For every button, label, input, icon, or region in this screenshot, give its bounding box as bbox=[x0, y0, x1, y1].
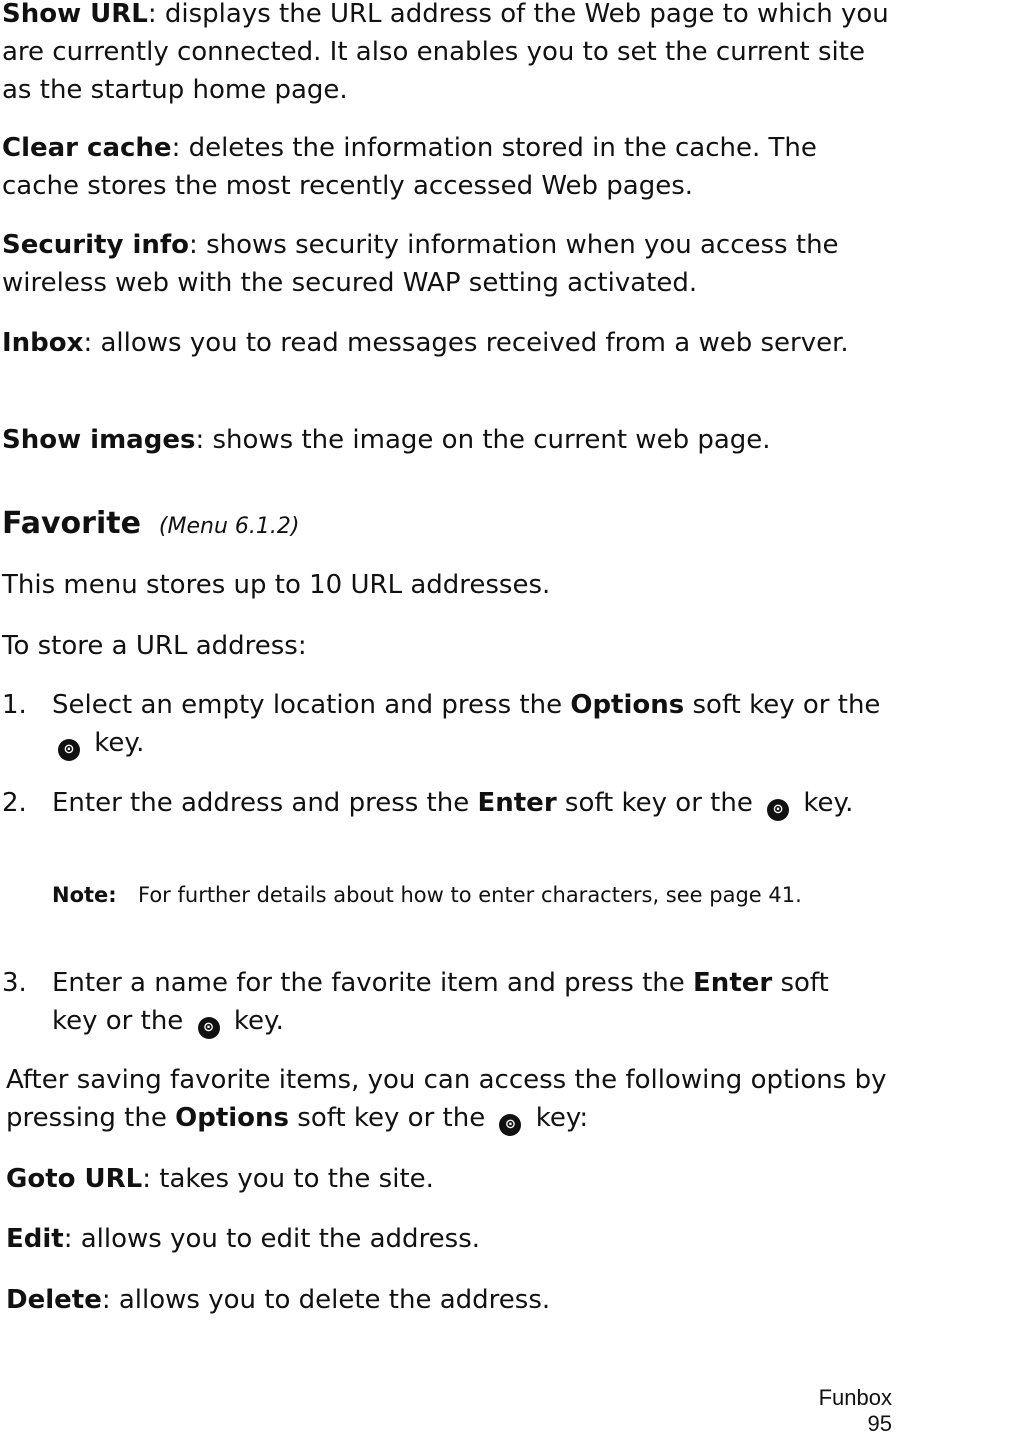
entry-goto-url bbox=[6, 1160, 896, 1198]
entry-clear-cache bbox=[2, 129, 892, 205]
section-menu-ref: (Menu 6.1.2) bbox=[158, 514, 300, 539]
step-text: Enter a name for the favorite item and press the bbox=[52, 968, 694, 998]
step-text: key. bbox=[795, 788, 854, 818]
navigation-ok-key-icon: ⊙ bbox=[767, 799, 789, 821]
step-text: soft key or the bbox=[556, 788, 762, 818]
entry-text: : displays the URL address of the Web page to which you are currently connected. It also enables you to set the current site as the startup home page. bbox=[2, 0, 889, 105]
entry-delete bbox=[6, 1281, 896, 1319]
step-text: key. bbox=[86, 728, 145, 758]
entry-text: : shows the image on the current web page. bbox=[195, 425, 771, 455]
entry-text: : allows you to edit the address. bbox=[63, 1224, 481, 1254]
step-1 bbox=[2, 686, 882, 762]
note-block bbox=[52, 880, 852, 911]
step-keyword: Options bbox=[570, 690, 685, 720]
paragraph-text: After saving favorite items, you can access the following options by pressing the bbox=[6, 1065, 887, 1133]
paragraph-keyword: Options bbox=[175, 1103, 290, 1133]
navigation-ok-key-icon: ⊙ bbox=[499, 1114, 521, 1136]
entry-term: Show images bbox=[2, 425, 196, 455]
page-number: 95 bbox=[867, 1411, 892, 1436]
after-saving-text bbox=[6, 1061, 896, 1137]
entry-inbox bbox=[2, 324, 892, 362]
step-text: Select an empty location and press the bbox=[52, 690, 571, 720]
step-body bbox=[52, 784, 882, 822]
section-title: Favorite bbox=[2, 506, 141, 541]
step-text: Enter the address and press the bbox=[52, 788, 478, 818]
entry-show-url bbox=[2, 0, 892, 109]
step-text: soft key or the bbox=[52, 968, 829, 1036]
entry-term: Delete bbox=[6, 1285, 102, 1315]
entry-term: Security info bbox=[2, 230, 190, 260]
entry-text: : shows security information when you access the wireless web with the secured WAP setting activated. bbox=[2, 230, 839, 298]
step-text: key. bbox=[225, 1006, 284, 1036]
entry-text: : allows you to delete the address. bbox=[101, 1285, 551, 1315]
note-text: For further details about how to enter characters, see page 41. bbox=[138, 883, 802, 907]
navigation-ok-key-icon: ⊙ bbox=[198, 1017, 220, 1039]
entry-security-info bbox=[2, 226, 892, 302]
entry-term: Goto URL bbox=[6, 1164, 143, 1194]
paragraph-text: key: bbox=[527, 1103, 589, 1133]
step-keyword: Enter bbox=[693, 968, 773, 998]
page-footer bbox=[819, 1385, 892, 1437]
store-lead-text: To store a URL address: bbox=[2, 631, 307, 661]
footer-section-name: Funbox bbox=[818, 1385, 892, 1410]
step-number: 3. bbox=[2, 968, 27, 998]
step-text: soft key or the bbox=[684, 690, 881, 720]
entry-term: Inbox bbox=[2, 328, 84, 358]
entry-show-images bbox=[2, 421, 892, 459]
step-keyword: Enter bbox=[477, 788, 557, 818]
step-body bbox=[52, 686, 882, 762]
navigation-ok-key-icon: ⊙ bbox=[58, 739, 80, 761]
entry-text: : allows you to read messages received from a web server. bbox=[83, 328, 849, 358]
step-number: 2. bbox=[2, 788, 27, 818]
step-3 bbox=[2, 964, 882, 1040]
entry-term: Edit bbox=[6, 1224, 64, 1254]
entry-term: Show URL bbox=[2, 0, 148, 29]
step-2 bbox=[2, 784, 882, 822]
entry-edit bbox=[6, 1220, 896, 1258]
section-heading bbox=[2, 502, 299, 549]
step-body bbox=[52, 964, 882, 1040]
step-number: 1. bbox=[2, 690, 27, 720]
entry-text: : deletes the information stored in the cache. The cache stores the most recently accessed Web pages. bbox=[2, 133, 817, 201]
entry-text: : takes you to the site. bbox=[142, 1164, 434, 1194]
paragraph-text: soft key or the bbox=[289, 1103, 494, 1133]
entry-term: Clear cache bbox=[2, 133, 172, 163]
intro-text: This menu stores up to 10 URL addresses. bbox=[2, 570, 551, 600]
note-label: Note: bbox=[52, 883, 117, 907]
